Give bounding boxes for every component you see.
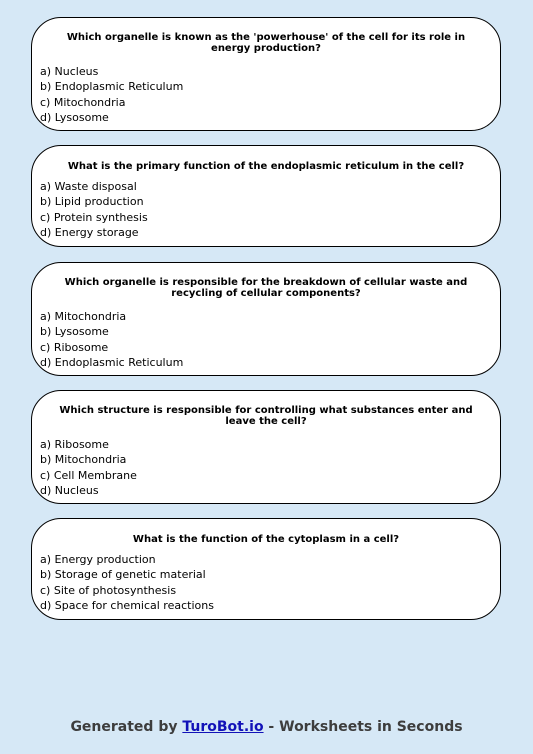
options-list: [40, 179, 148, 240]
option-b: b) Lipid production: [40, 195, 144, 209]
options-list: [40, 64, 183, 125]
question-card-1: [31, 17, 501, 131]
option-d: d) Space for chemical reactions: [40, 598, 214, 612]
question-text: What is the primary function of the endoplasmic reticulum in the cell?: [67, 161, 465, 172]
option-a: a) Nucleus: [40, 65, 99, 78]
option-c: c) Mitochondria: [40, 95, 126, 109]
option-b: b) Endoplasmic Reticulum: [40, 80, 184, 94]
option-a: a) Energy production: [40, 553, 156, 566]
turobot-link[interactable]: TuroBot.io: [182, 719, 264, 735]
option-b: b) Mitochondria: [40, 453, 127, 467]
option-a: a) Waste disposal: [40, 180, 137, 193]
question-card-2: [31, 145, 501, 247]
option-a: a) Ribosome: [40, 438, 109, 451]
question-card-4: [31, 390, 501, 504]
option-d: d) Lysosome: [40, 110, 109, 124]
option-b: b) Storage of genetic material: [40, 568, 206, 582]
question-text: Which organelle is known as the 'powerhouse' of the cell for its role in energy production?: [66, 32, 466, 54]
footer-suffix: - Worksheets in Seconds: [263, 719, 463, 735]
option-d: d) Energy storage: [40, 225, 139, 239]
options-list: [40, 437, 137, 498]
option-a: a) Mitochondria: [40, 310, 127, 323]
option-b: b) Lysosome: [40, 325, 109, 339]
footer: [0, 719, 533, 735]
question-card-3: [31, 262, 501, 376]
question-card-5: [31, 518, 501, 620]
option-c: c) Protein synthesis: [40, 210, 148, 224]
footer-prefix: Generated by: [70, 719, 183, 735]
question-text: What is the function of the cytoplasm in a cell?: [132, 534, 400, 545]
option-d: d) Nucleus: [40, 483, 99, 497]
options-list: [40, 309, 183, 370]
option-d: d) Endoplasmic Reticulum: [40, 355, 184, 369]
question-text: Which structure is responsible for controlling what substances enter and leave the cell?: [59, 405, 473, 427]
option-c: c) Ribosome: [40, 340, 109, 354]
option-c: c) Cell Membrane: [40, 468, 137, 482]
question-text: Which organelle is responsible for the breakdown of cellular waste and recycling of cellular components?: [64, 277, 468, 299]
option-c: c) Site of photosynthesis: [40, 583, 177, 597]
options-list: [40, 552, 214, 613]
